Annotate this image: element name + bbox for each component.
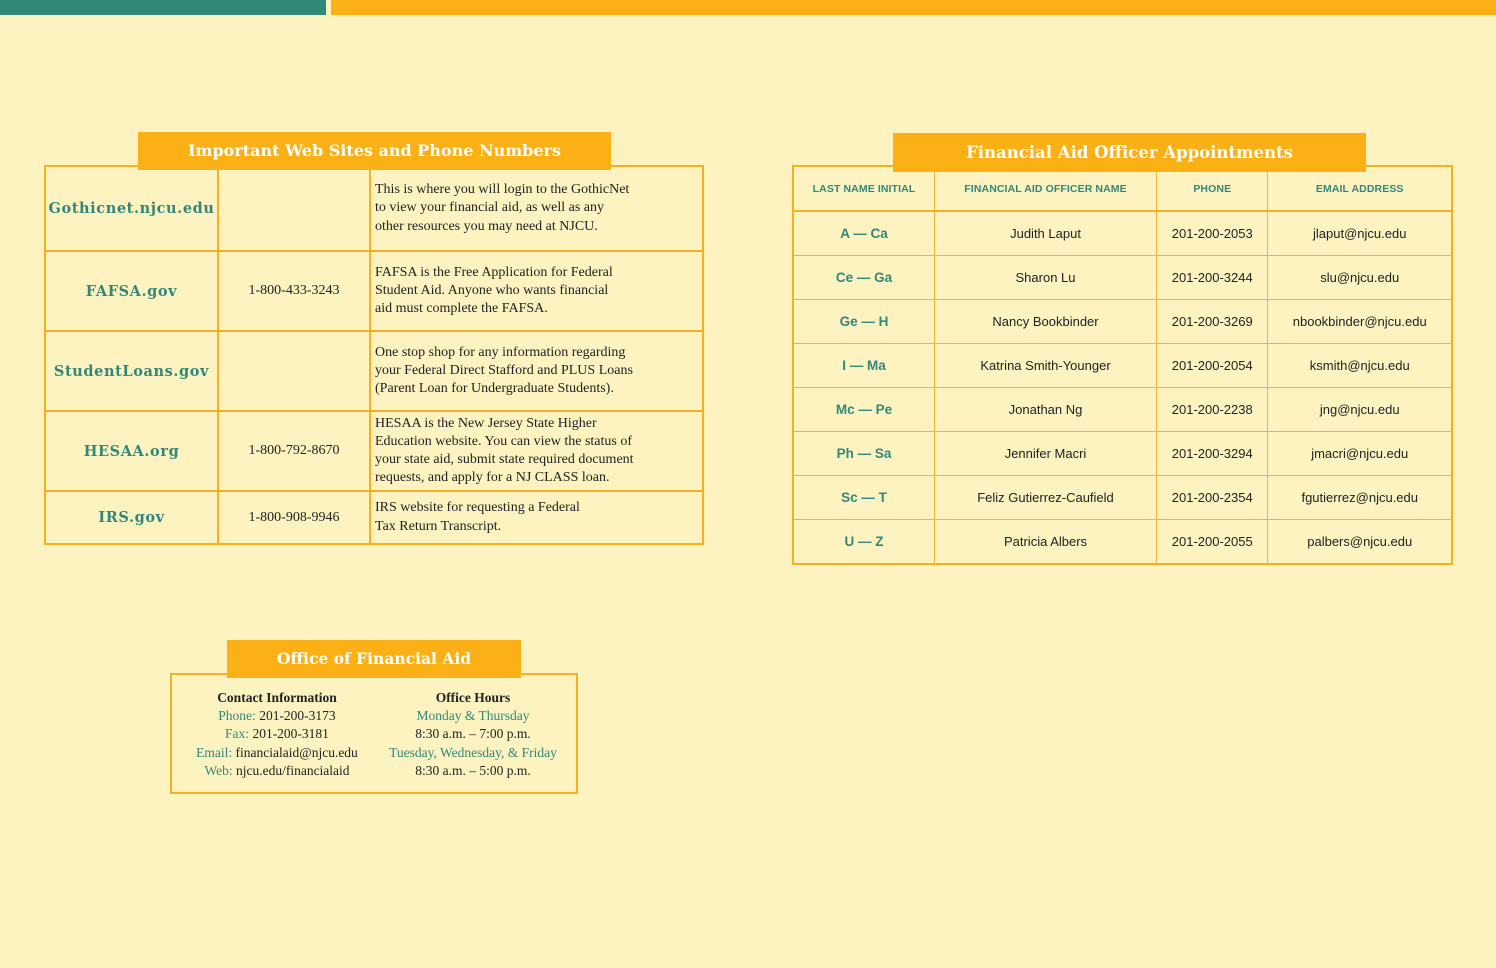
contact-email[interactable]: Email: financialaid@njcu.edu <box>196 744 358 760</box>
table-row <box>793 520 1452 565</box>
officer-email[interactable]: jmacri@njcu.edu <box>1268 432 1452 476</box>
officer-email[interactable]: slu@njcu.edu <box>1268 256 1452 300</box>
initial-range: Ph — Sa <box>793 432 934 476</box>
table-header-row <box>793 166 1452 211</box>
phone-number: 1-800-792-8670 <box>218 411 370 491</box>
officer-name: Sharon Lu <box>934 256 1156 300</box>
hours-time: 8:30 a.m. – 7:00 p.m. <box>415 726 531 742</box>
contact-heading: Contact Information <box>217 690 337 705</box>
hours-time: 8:30 a.m. – 5:00 p.m. <box>415 762 531 778</box>
contact-phone: Phone: 201-200-3173 <box>218 708 336 724</box>
hours-heading: Office Hours <box>435 690 511 705</box>
phone-number: 1-800-908-9946 <box>218 491 370 544</box>
initial-range: U — Z <box>793 520 934 565</box>
table-row <box>793 256 1452 300</box>
top-bar-gold <box>331 0 1496 15</box>
website-description: HESAA is the New Jersey State Higher Education website. You can view the status of your state aid, submit state required document requests, and apply for a NJ CLASS loan. <box>370 411 703 491</box>
top-bar-teal <box>0 0 326 15</box>
initial-range: Mc — Pe <box>793 388 934 432</box>
table-row <box>45 491 703 544</box>
table-row <box>793 300 1452 344</box>
officer-name: Judith Laput <box>934 211 1156 256</box>
contact-web[interactable]: Web: njcu.edu/financialaid <box>204 762 350 778</box>
website-link[interactable]: HESAA.org <box>45 411 218 491</box>
website-link[interactable]: FAFSA.gov <box>45 251 218 331</box>
contact-column <box>180 689 374 780</box>
table-row <box>793 432 1452 476</box>
initial-range: Sc — T <box>793 476 934 520</box>
column-header-email: EMAIL ADDRESS <box>1268 166 1452 211</box>
table-row <box>45 251 703 331</box>
website-link[interactable]: Gothicnet.njcu.edu <box>45 166 218 251</box>
officer-email[interactable]: jlaput@njcu.edu <box>1268 211 1452 256</box>
website-description: This is where you will login to the GothicNet to view your financial aid, as well as any other resources you may need at NJCU. <box>370 166 703 251</box>
officer-email[interactable]: nbookbinder@njcu.edu <box>1268 300 1452 344</box>
officer-phone: 201-200-2055 <box>1157 520 1268 565</box>
phone-number: 1-800-433-3243 <box>218 251 370 331</box>
websites-table <box>44 165 704 545</box>
table-row <box>45 166 703 251</box>
hours-days: Tuesday, Wednesday, & Friday <box>389 744 557 760</box>
officer-phone: 201-200-2053 <box>1157 211 1268 256</box>
website-link[interactable]: StudentLoans.gov <box>45 331 218 411</box>
officer-phone: 201-200-3269 <box>1157 300 1268 344</box>
officers-title: Financial Aid Officer Appointments <box>893 133 1366 172</box>
hours-days: Monday & Thursday <box>416 708 530 724</box>
website-link[interactable]: IRS.gov <box>45 491 218 544</box>
officer-name: Patricia Albers <box>934 520 1156 565</box>
table-row <box>793 388 1452 432</box>
website-description: FAFSA is the Free Application for Federal Student Aid. Anyone who wants financial aid must complete the FAFSA. <box>370 251 703 331</box>
phone-number <box>218 166 370 251</box>
column-header-phone: PHONE <box>1157 166 1268 211</box>
phone-number <box>218 331 370 411</box>
officer-phone: 201-200-2354 <box>1157 476 1268 520</box>
initial-range: A — Ca <box>793 211 934 256</box>
website-description: IRS website for requesting a Federal Tax Return Transcript. <box>370 491 703 544</box>
table-row <box>793 211 1452 256</box>
officer-phone: 201-200-3294 <box>1157 432 1268 476</box>
officer-email[interactable]: ksmith@njcu.edu <box>1268 344 1452 388</box>
initial-range: Ge — H <box>793 300 934 344</box>
officer-phone: 201-200-3244 <box>1157 256 1268 300</box>
officer-email[interactable]: palbers@njcu.edu <box>1268 520 1452 565</box>
contact-fax: Fax: 201-200-3181 <box>225 726 329 742</box>
table-row <box>793 344 1452 388</box>
office-title: Office of Financial Aid <box>227 640 521 678</box>
table-row <box>45 411 703 491</box>
officer-name: Jennifer Macri <box>934 432 1156 476</box>
column-header-initial: LAST NAME INITIAL <box>793 166 934 211</box>
officer-email[interactable]: fgutierrez@njcu.edu <box>1268 476 1452 520</box>
initial-range: I — Ma <box>793 344 934 388</box>
hours-column <box>378 689 568 780</box>
office-info-box <box>170 673 578 794</box>
websites-title: Important Web Sites and Phone Numbers <box>138 132 611 170</box>
initial-range: Ce — Ga <box>793 256 934 300</box>
officer-phone: 201-200-2054 <box>1157 344 1268 388</box>
officer-phone: 201-200-2238 <box>1157 388 1268 432</box>
officer-email[interactable]: jng@njcu.edu <box>1268 388 1452 432</box>
table-row <box>793 476 1452 520</box>
table-row <box>45 331 703 411</box>
column-header-officer: FINANCIAL AID OFFICER NAME <box>934 166 1156 211</box>
website-description: One stop shop for any information regarding your Federal Direct Stafford and PLUS Loans (Parent Loan for Undergraduate Students). <box>370 331 703 411</box>
officer-name: Jonathan Ng <box>934 388 1156 432</box>
officers-table <box>792 165 1453 565</box>
officer-name: Katrina Smith-Younger <box>934 344 1156 388</box>
officer-name: Feliz Gutierrez-Caufield <box>934 476 1156 520</box>
officer-name: Nancy Bookbinder <box>934 300 1156 344</box>
